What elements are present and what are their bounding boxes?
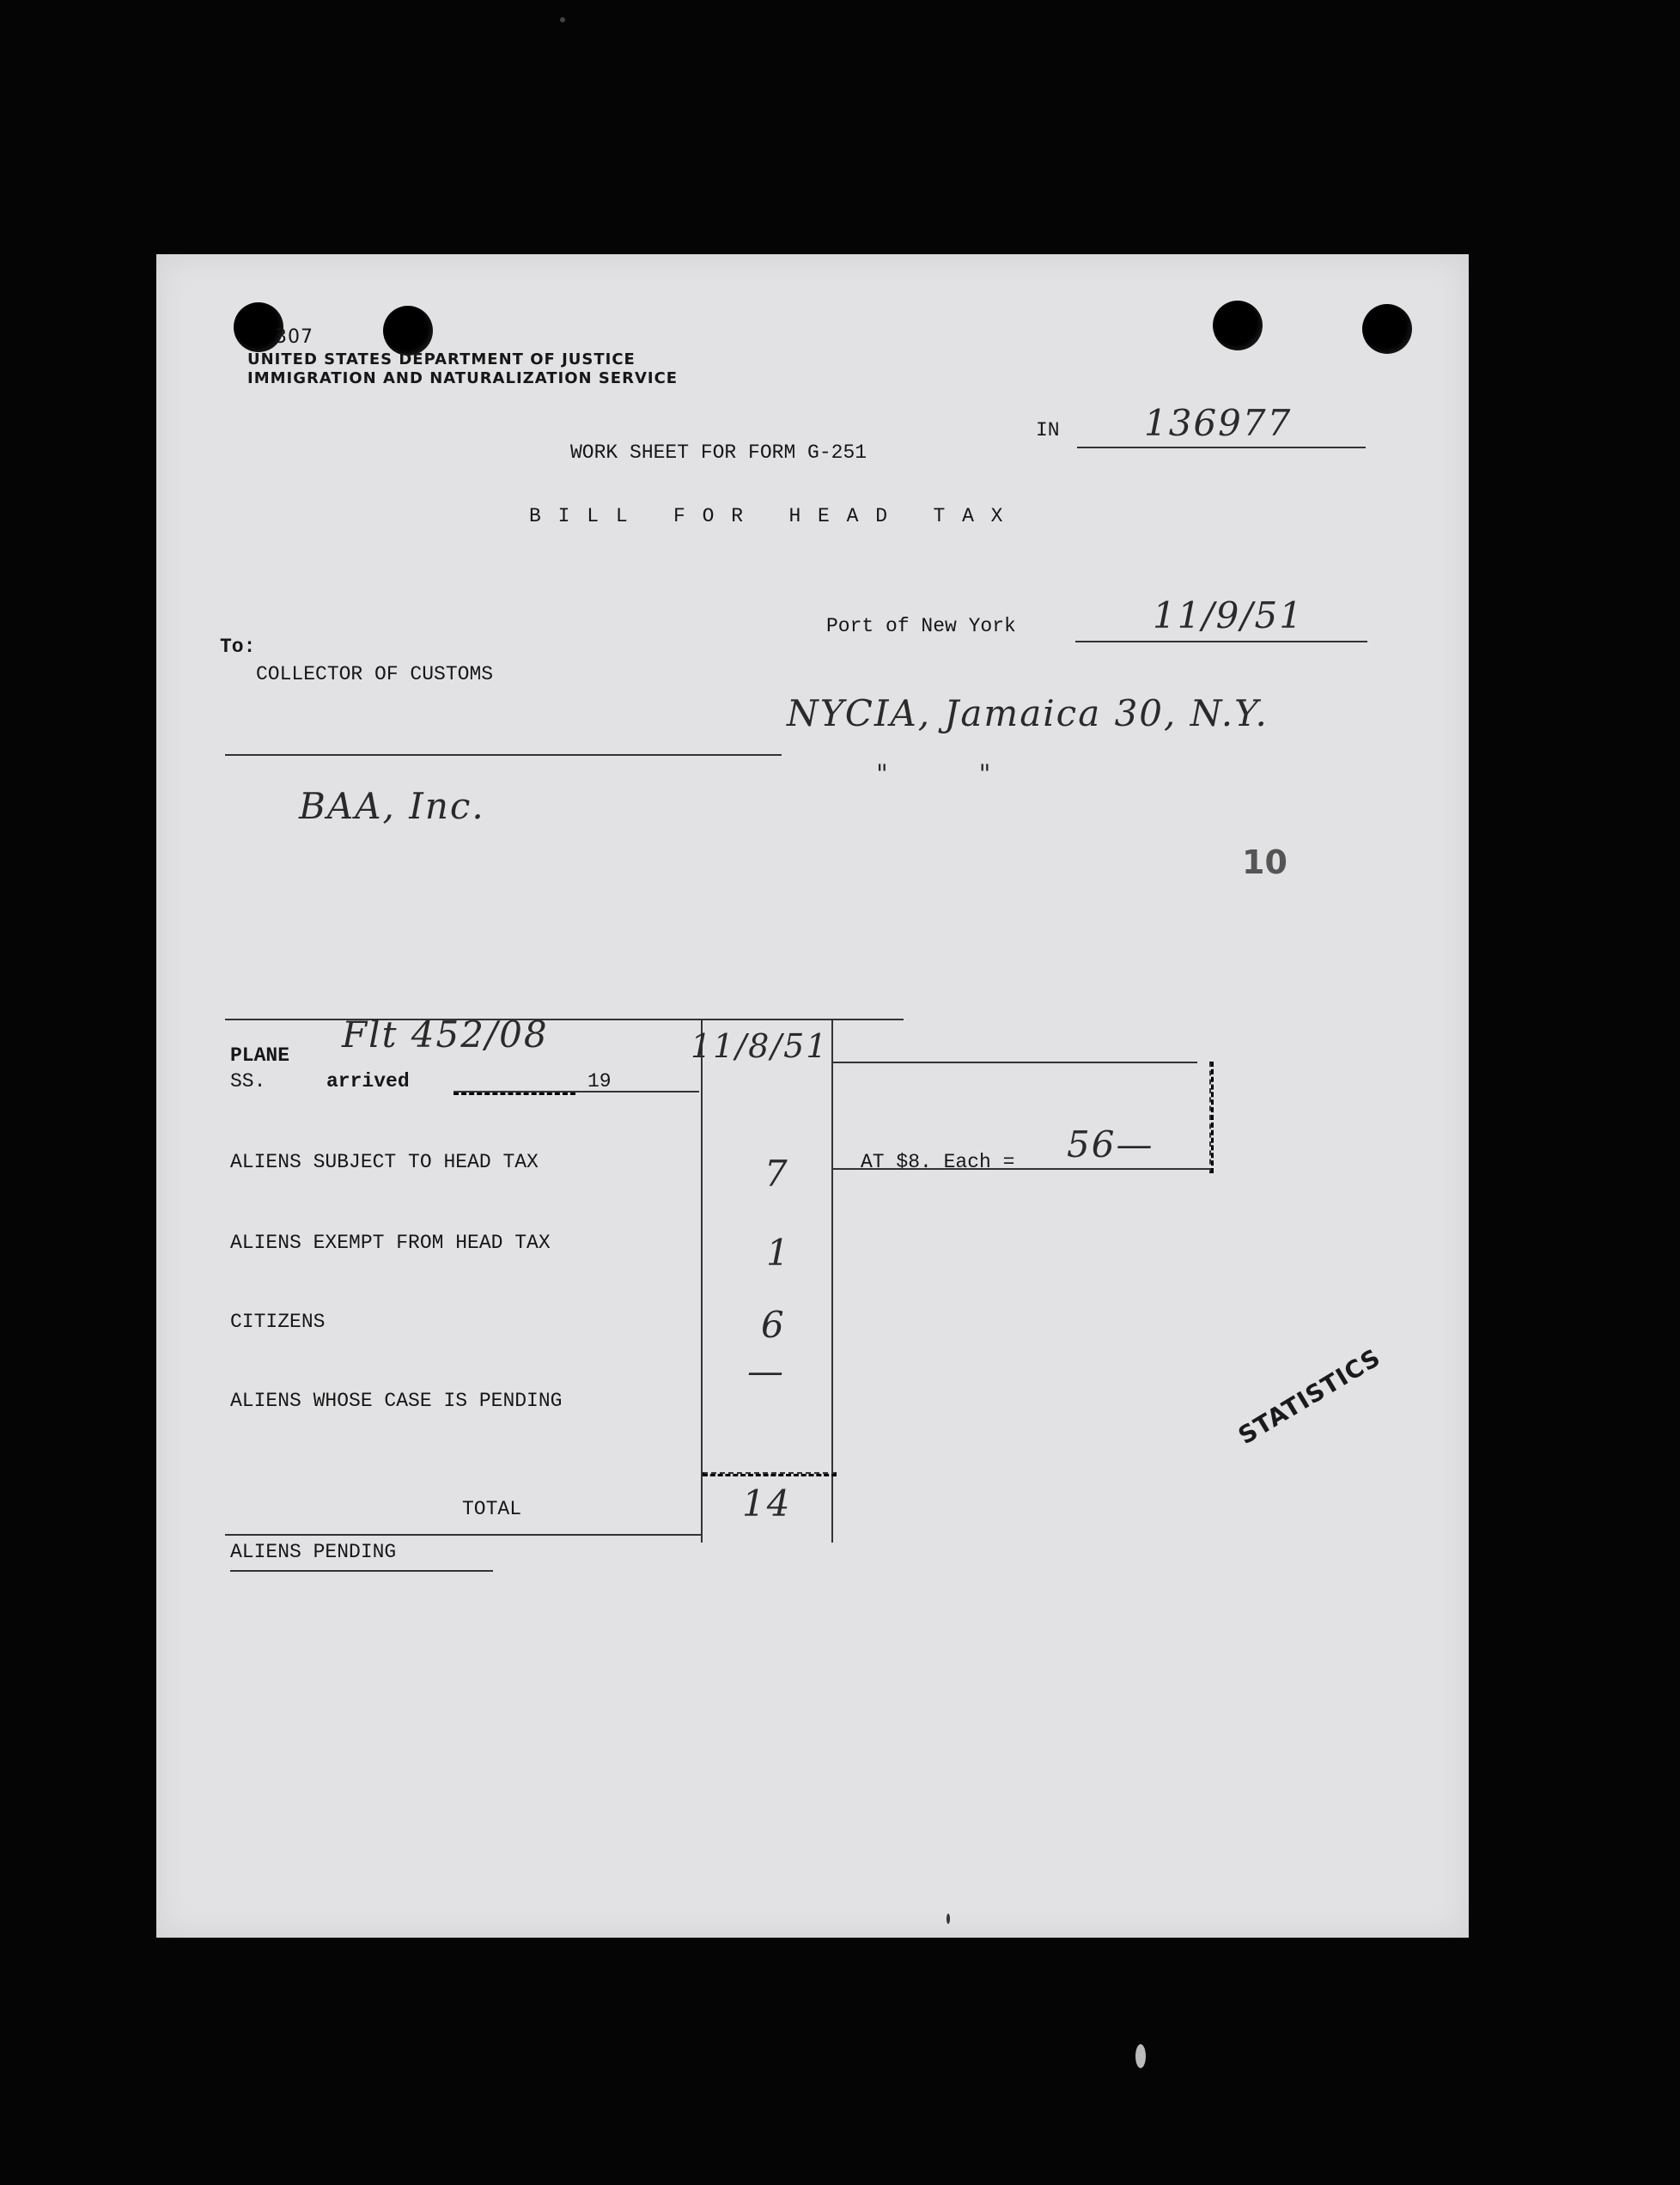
plane-label: PLANE xyxy=(230,1044,290,1067)
port-date-line xyxy=(1075,641,1367,642)
total-value: 14 xyxy=(742,1482,792,1525)
carrier-handwritten: BAA, Inc. xyxy=(299,785,485,827)
arrival-date-handwritten: 11/8/51 xyxy=(691,1027,829,1065)
ditto-marks: " " xyxy=(876,759,993,789)
background-speck xyxy=(1135,2044,1146,2068)
year-prefix: 19 xyxy=(587,1070,612,1092)
table-column-line-right xyxy=(831,1019,833,1543)
in-number: 136977 xyxy=(1144,402,1293,444)
arrived-row-line xyxy=(453,1091,699,1092)
rate-box-right xyxy=(1209,1062,1214,1173)
document-page xyxy=(156,254,1469,1938)
aliens-pending-line xyxy=(230,1570,493,1572)
in-number-line xyxy=(1077,447,1366,448)
flight-handwritten: Flt 452/08 xyxy=(342,1013,549,1056)
rate-box-top xyxy=(831,1062,1197,1063)
row-label-aliens-exempt: ALIENS EXEMPT FROM HEAD TAX xyxy=(230,1232,551,1254)
row-label-aliens-subject: ALIENS SUBJECT TO HEAD TAX xyxy=(230,1151,539,1173)
ss-label: SS. xyxy=(230,1070,266,1092)
service-name: IMMIGRATION AND NATURALIZATION SERVICE xyxy=(247,369,679,387)
arrived-label: arrived xyxy=(326,1070,410,1092)
row-value-aliens-subject: 7 xyxy=(764,1153,789,1195)
aliens-pending-label: ALIENS PENDING xyxy=(230,1541,397,1563)
to-label: To: xyxy=(220,636,256,658)
total-label: TOTAL xyxy=(462,1498,522,1520)
port-label: Port of New York xyxy=(826,615,1016,637)
location-handwritten: NYCIA, Jamaica 30, N.Y. xyxy=(787,692,1269,734)
punch-hole xyxy=(383,306,433,356)
total-top-line xyxy=(703,1472,837,1476)
form-code: 307 xyxy=(275,326,313,348)
page-number: 10 xyxy=(1242,843,1287,881)
rate-label: AT $8. Each = xyxy=(861,1151,1015,1173)
collector-name: COLLECTOR OF CUSTOMS xyxy=(256,663,494,685)
table-column-line-left xyxy=(701,1019,703,1543)
collector-line xyxy=(225,754,782,756)
form-subtitle: B I L L F O R H E A D T A X xyxy=(529,505,1006,527)
row-value-citizens: 6 xyxy=(761,1304,786,1346)
row-value-aliens-pending-case: — xyxy=(747,1350,785,1392)
rate-amount: 56— xyxy=(1067,1123,1154,1166)
table-top-line xyxy=(225,1019,904,1020)
form-title: WORK SHEET FOR FORM G-251 xyxy=(570,441,867,464)
background-speck xyxy=(560,17,565,22)
total-bottom-line xyxy=(225,1534,701,1536)
department-name: UNITED STATES DEPARTMENT OF JUSTICE xyxy=(247,350,636,368)
statistics-stamp: STATISTICS xyxy=(1233,1342,1386,1451)
in-label: IN xyxy=(1036,419,1060,441)
row-label-aliens-pending-case: ALIENS WHOSE CASE IS PENDING xyxy=(230,1390,563,1412)
row-label-citizens: CITIZENS xyxy=(230,1311,326,1333)
port-date: 11/9/51 xyxy=(1153,594,1304,636)
punch-hole xyxy=(1362,304,1412,354)
paper-speck xyxy=(947,1914,950,1924)
punch-hole xyxy=(1213,301,1263,350)
row-value-aliens-exempt: 1 xyxy=(766,1232,791,1274)
